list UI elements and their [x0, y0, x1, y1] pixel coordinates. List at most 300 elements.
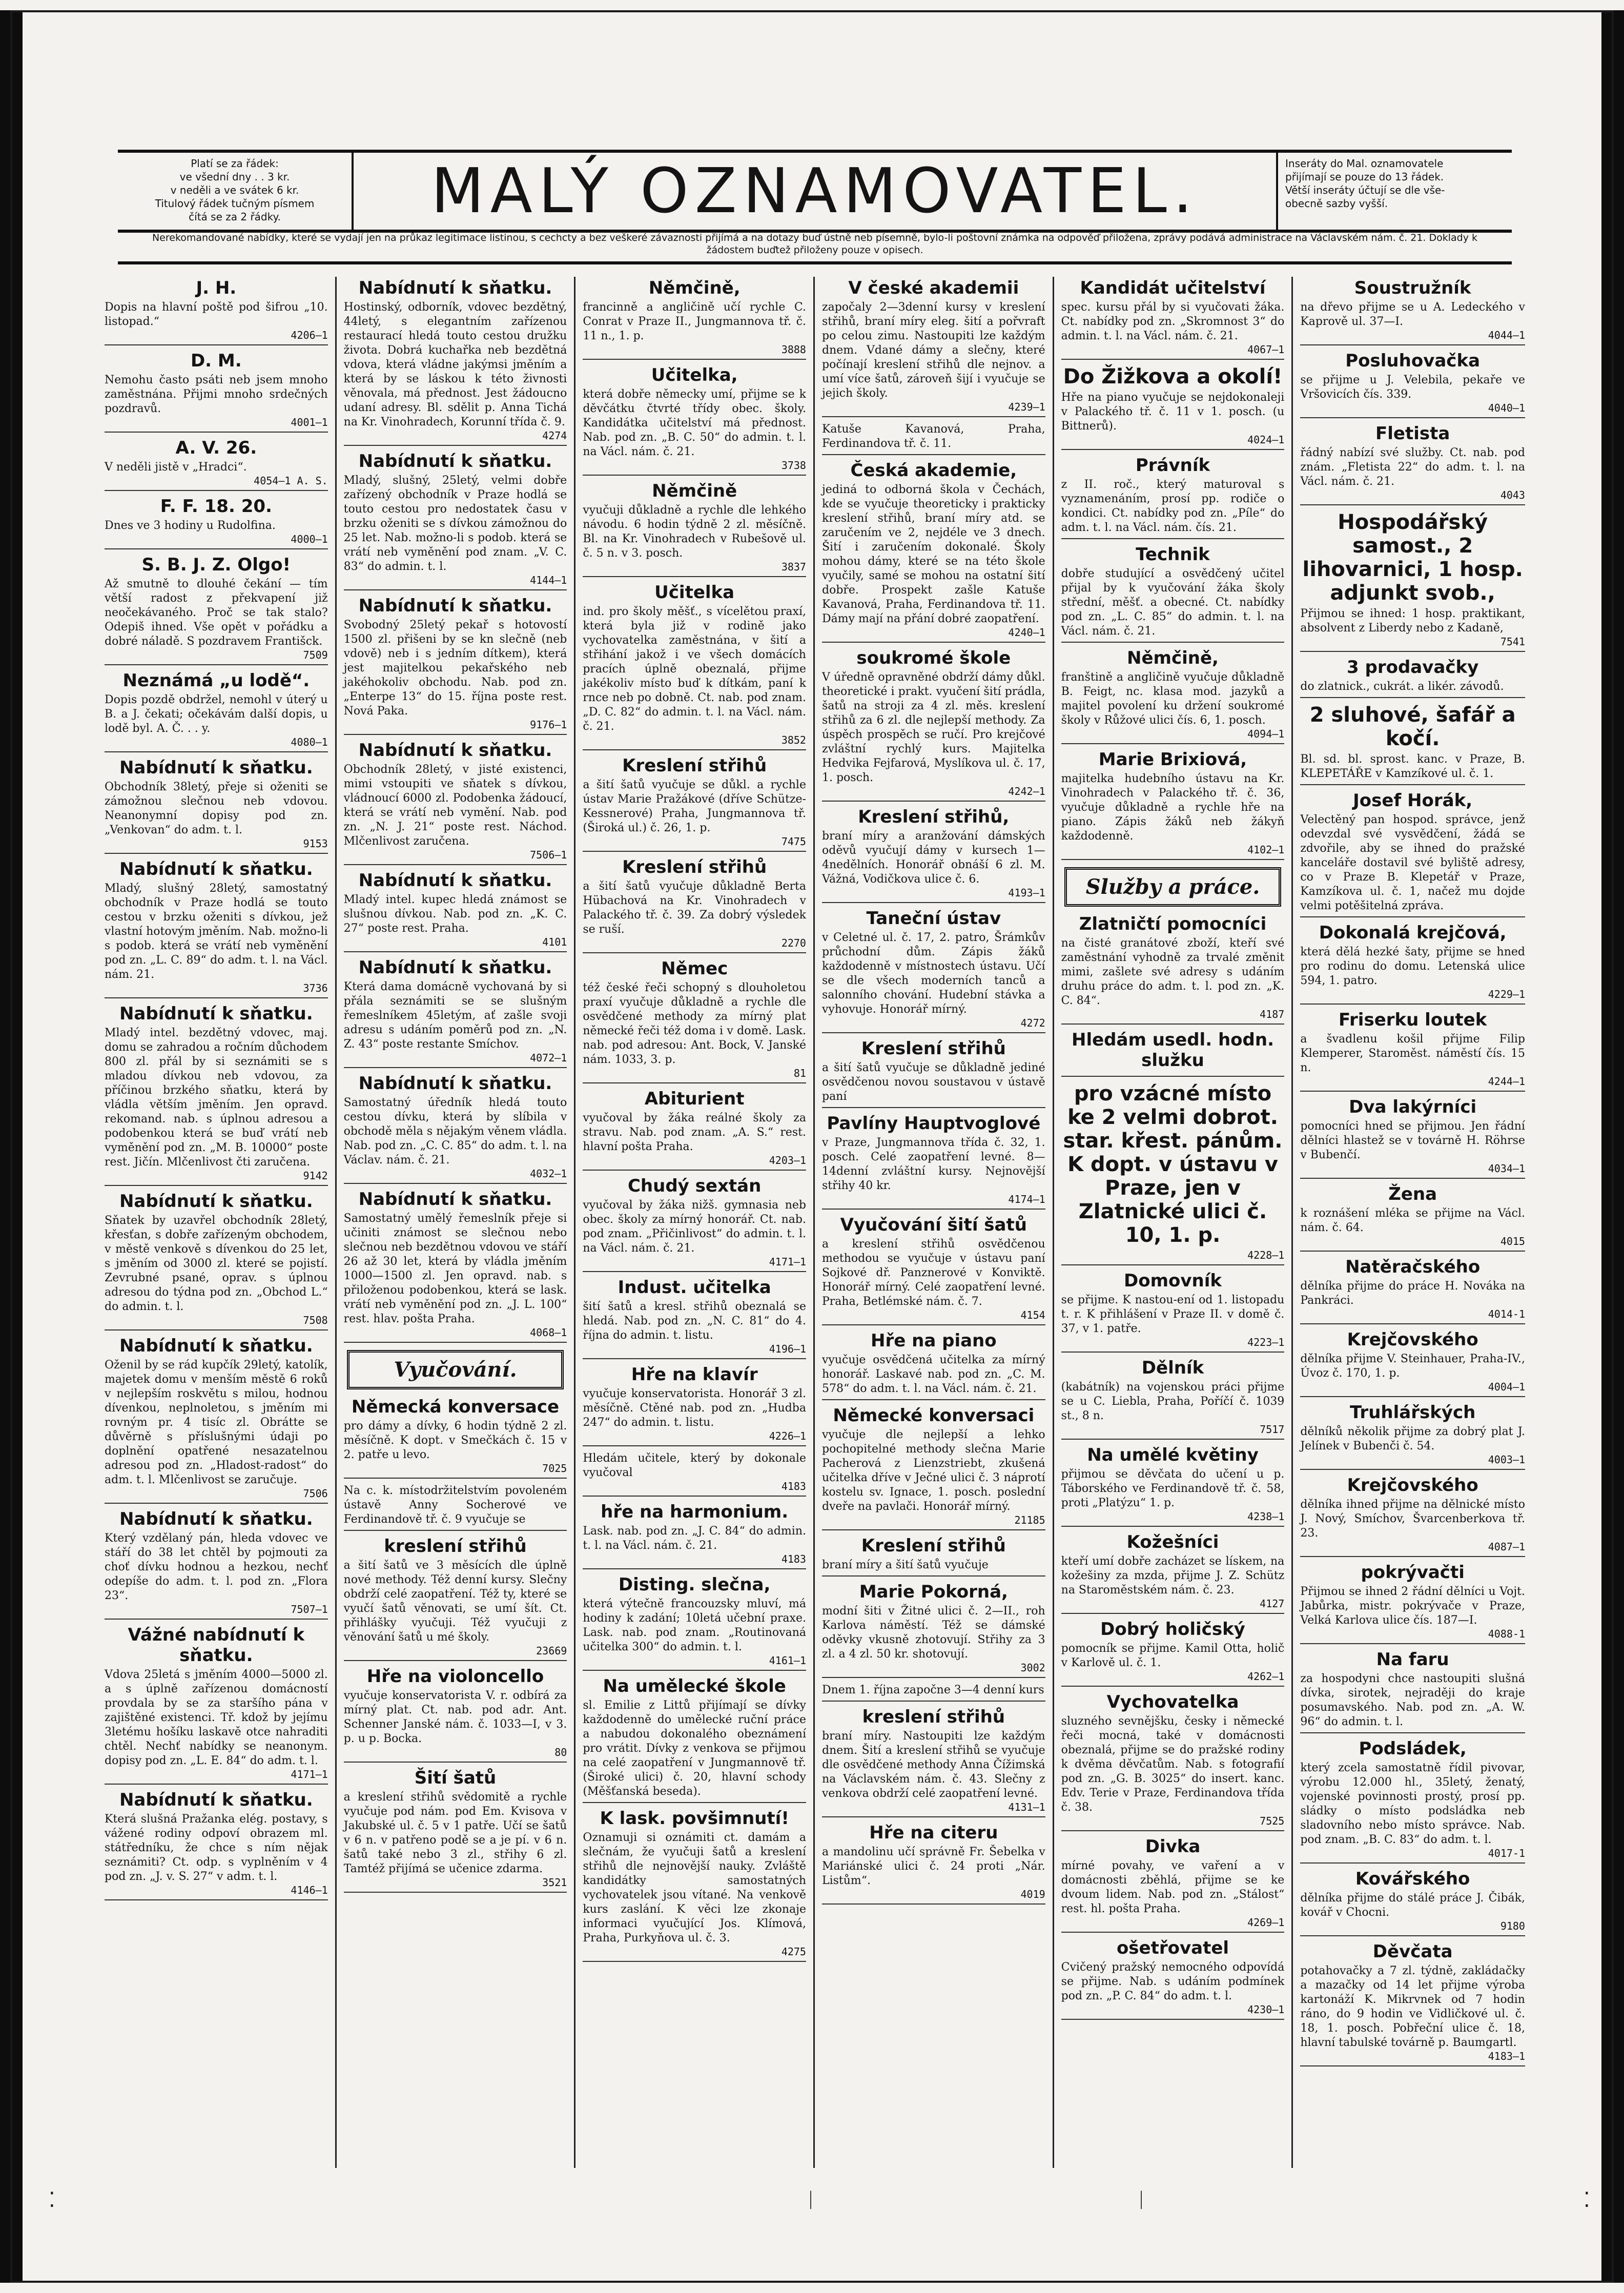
ad-text: vyučoval by žáka nižš. gymnasia neb obec. školy za mírný honorář. Ct. nab. pod znam. „Přičinlivost“ do admin. t. l. na Václ. nám. č. 21.	[583, 1199, 806, 1255]
rate-line: v neděli a ve svátek 6 kr.	[170, 184, 299, 196]
ad-heading: hře na harmonium.	[601, 1502, 789, 1522]
ad-text: (kabátník) na vojenskou práci přijme se u C. Liebla, Praha, Poříčí č. 1039 st., 8 n.	[1061, 1381, 1285, 1422]
ad-heading: Němčině	[652, 481, 737, 501]
ad-code: 4187	[1260, 1008, 1285, 1020]
classified-ad	[105, 859, 328, 998]
ad-heading: Kreslení střihů,	[858, 807, 1010, 827]
ad-code: 4228—1	[1247, 1249, 1285, 1261]
ad-code: 21185	[1014, 1514, 1045, 1526]
classified-ad	[583, 857, 806, 953]
classified-ad	[105, 670, 328, 752]
ad-text: potahovačky a 7 zl. týdně, zakládačky a mazačky od 14 let přijme výroba kartonáží K. Mikrvnek od 7 hodin ráno, do 9 hodin ve Vidličkové ul. č. 18, 1. posch. Pobřeční ulice č. 18, hlavní tabulské továrně p. Baumgartl.	[1300, 1964, 1525, 2049]
ad-text: šití šatů a kresl. střihů obeznalá se hledá. Nab. pod zn. „N. C. 81“ do 4. října do admin. t. listu.	[583, 1300, 806, 1342]
ad-text: Která slušná Pražanka elég. postavy, s vážené rodiny odpoví obrazem ml. státředníku, že chce s ním nějak seznámiti? Ct. odp. s vyplněním v 4 pod zn. „J. v. S. 27“ v adm. t. l.	[105, 1813, 328, 1883]
ad-heading: Dělník	[1141, 1358, 1204, 1378]
ad-heading: Krejčovského	[1347, 1329, 1478, 1350]
ad-heading: Nabídnutí k sňatku.	[119, 1509, 313, 1529]
ad-text: který zcela samostatně řídil pivovar, výrobu 12.000 hl., 35letý, ženatý, vojenské povinnosti prostý, prosí pp. sládky o místo podsládka neb sladovního nebo místo správce. Nab. pod znam. „B. C. 83“ do adm. t. l.	[1300, 1762, 1525, 1846]
ad-code: 4274	[542, 429, 567, 442]
ad-code: 4017-1	[1488, 1847, 1525, 1859]
insert-line: obecně sazby vyšší.	[1285, 197, 1388, 210]
ad-heading: Podsládek,	[1359, 1738, 1467, 1759]
classified-ad	[105, 757, 328, 854]
ad-heading: Hospodářský samost., 2 lihovarnici, 1 hosp. adjunkt svob.,	[1302, 510, 1523, 605]
ad-code: 23669	[536, 1645, 567, 1657]
column-1	[97, 277, 337, 2168]
classified-ad	[583, 365, 806, 476]
classified-ad	[583, 755, 806, 852]
classified-ad	[1061, 544, 1285, 643]
ad-code: 4272	[1020, 1017, 1045, 1029]
ad-text: vyučuje konservatorista. Honorář 3 zl. měsíčně. Ctěné nab. pod zn. „Hudba 247“ do admin. t. listu.	[583, 1387, 806, 1429]
ad-heading: Kreslení střihů	[622, 857, 767, 877]
ad-heading: Divka	[1145, 1836, 1201, 1857]
ad-heading: Němčině,	[648, 278, 741, 298]
ad-text: a mandolinu učí správně Fr. Šebelka v Mariánské ulici č. 24 proti „Nár. Listům“.	[821, 1846, 1045, 1887]
ad-text: a kreslení střihů svědomitě a rychle vyučuje pod nám. pod Em. Kvisova v Jakubské ul. č. 5 v 1 patře. Učí se šatů v 6 n. v patřeno podě se a je pí. v 6 n. šatů také nebo 3 zl., střihy 6 zl. Tamtéž přijímá se učenice zdarma.	[343, 1791, 567, 1875]
ad-heading: Taneční ústav	[866, 908, 1001, 929]
ad-heading: Učitelka	[654, 582, 735, 603]
classified-ad	[1300, 1475, 1525, 1557]
ad-heading: Kreslení střihů	[861, 1038, 1006, 1059]
classified-ad	[583, 278, 806, 360]
rate-line: čítá se za 2 řádky.	[189, 211, 281, 223]
classified-ad	[583, 958, 806, 1083]
ad-text: Která dama domácně vychovaná by si přála seznámiti se se slušným řemeslníkem 45letým, ať zašle svoji adresu s udáním poměrů pod zn. „N. Z. 43“ poste restante Smíchov.	[343, 980, 567, 1051]
ad-text: Dnem 1. října započne 3—4 denní kurs	[821, 1684, 1044, 1696]
ad-text: která dělá hezké šaty, přijme se hned pro rodinu do domu. Letenská ulice 594, 1. patro.	[1300, 946, 1525, 987]
rate-line: ve všední dny . . 3 kr.	[179, 171, 290, 183]
ad-heading: Děvčata	[1372, 1941, 1453, 1962]
ad-heading: Nabídnutí k sňatku.	[358, 1073, 552, 1094]
classified-ad	[822, 807, 1045, 903]
ad-text: vyučuje konservatorista V. r. odbírá za mírný plat. Ct. nab. pod adr. Ant. Schenner Janské nám. č. 1033—I, v 3. p. u p. Bocka.	[343, 1689, 567, 1745]
classified-ad	[344, 957, 567, 1068]
ad-heading: Dokonalá krejčová,	[1319, 923, 1507, 943]
ad-heading: Nabídnutí k sňatku.	[119, 1191, 313, 1212]
ad-text: vyučuje osvědčená učitelka za mírný honorář. Laskavé nab. pod zn. „C. M. 578“ do adm. t. l. na Václ. nám. č. 21.	[821, 1354, 1045, 1395]
ad-code: 4067—1	[1247, 343, 1285, 356]
ad-text: Přijmou se ihned: 1 hosp. praktikant, absolvent z Liberdy nebo z Kadaně,	[1300, 607, 1525, 634]
ad-heading: Marie Brixiová,	[1098, 749, 1247, 770]
column-4	[815, 277, 1054, 2168]
classified-ad	[1300, 1562, 1525, 1644]
ad-code: 7507—1	[291, 1603, 328, 1615]
insert-line: přijímají se pouze do 13 řádek.	[1285, 171, 1444, 183]
ad-code: 4032—1	[530, 1168, 567, 1180]
ad-text: na čisté granátové zboží, kteří své zaměstnání vyhodně za trvalé změnit mimi, zašlete své adresy s udáním druhu práce do adm. t. l. pod zn. „K. C. 84“.	[1061, 937, 1285, 1007]
scan-mark: ᛁ	[1135, 2188, 1147, 2212]
scan-marks	[0, 2188, 1624, 2219]
ad-text: Velectěný pan hospod. správce, jenž odevzdal své vysvědčení, žádá se zdvořile, aby se ihned do pražské kanceláře dostavil své byliště adresy, co v Praze B. Klepetář v Praze, Kamzíkova ul. č. 1, načež mu dojde velmi potěšitelná zpráva.	[1300, 813, 1525, 912]
classified-ad	[583, 1808, 806, 1962]
classified-ad	[1061, 1358, 1285, 1440]
ad-text: mírné povahy, ve vaření a v domácnosti zběhlá, přijme se ke dvoum lidem. Nab. pod zn. „Stálost“ rest. hl. pošta Praha.	[1061, 1859, 1285, 1915]
ad-text: pomocník se přijme. Kamil Otta, holič v Karlově ul. č. 1.	[1061, 1642, 1285, 1669]
ad-code: 4223—1	[1247, 1336, 1285, 1348]
ad-text: která dobře německy umí, přijme se k děvčátku čtvrté třídy obec. školy. Kandidátka učitelství má přednost. Nab. pod zn. „B. C. 50“ do admin. t. l. na Václ. nám. č. 21.	[583, 388, 806, 458]
scan-mark: ᛁ	[805, 2188, 817, 2212]
classified-ad	[1300, 1257, 1525, 1324]
ad-heading: Na umělé květiny	[1087, 1445, 1259, 1465]
ad-heading: Nabídnutí k sňatku.	[358, 451, 552, 472]
ad-code: 4144—1	[530, 574, 567, 586]
ad-code: 4014-1	[1488, 1308, 1525, 1320]
ad-heading: Kovářského	[1355, 1869, 1470, 1889]
classified-ad	[1061, 1532, 1285, 1614]
classified-ad	[344, 1768, 567, 1893]
classified-ad	[1300, 923, 1525, 1005]
ad-text: přijmou se děvčata do učení u p. Táborského ve Ferdinandově tř. č. 58, proti „Platýzu“ 1. p.	[1061, 1468, 1285, 1509]
ad-code: 4230—1	[1247, 2003, 1285, 2016]
ad-heading: Kreslení střihů	[861, 1536, 1006, 1556]
ad-code: 4196—1	[769, 1343, 806, 1355]
ad-text: braní míry a šití šatů vyučuje	[821, 1559, 989, 1571]
ad-heading: Česká akademie,	[850, 460, 1017, 481]
ad-heading: Pavlíny Hauptvoglové	[827, 1113, 1041, 1134]
classified-ad	[1300, 657, 1525, 698]
ad-heading: D. M.	[190, 351, 242, 371]
ad-code: 4040—1	[1488, 402, 1525, 414]
classified-ad	[105, 1004, 328, 1186]
ad-heading: Kreslení střihů	[622, 755, 767, 776]
classified-ad	[1300, 1184, 1525, 1252]
ad-code: 4183—1	[1488, 2050, 1525, 2062]
ad-code: 4087—1	[1488, 1541, 1525, 1553]
ad-heading: Disting. slečna,	[618, 1574, 771, 1595]
ad-heading: Josef Horák,	[1353, 790, 1473, 811]
ad-text: Cvičený pražský nemocného odpovídá se přijme. Nab. s udáním podmínek pod zn. „P. C. 84“ do adm. t. l.	[1061, 1961, 1285, 2002]
ad-heading: Kožešníci	[1126, 1532, 1219, 1552]
ad-text: pomocníci hned se přijmou. Jen řádní dělníci hlastež se v továrně H. Röhrse v Bubenčí.	[1300, 1120, 1525, 1161]
classified-ad	[822, 1582, 1045, 1678]
ad-heading: Německé konversaci	[833, 1405, 1035, 1426]
scan-mark: ⁚	[49, 2188, 55, 2212]
classified-ad	[1300, 703, 1525, 785]
ad-text: v Praze, Jungmannova třída č. 32, 1. posch. Celé zaopatření levné. 8—14denní zvláštní kursy. Nejnovější střihy 40 kr.	[821, 1136, 1045, 1192]
ad-text: se přijme. K nastou-ení od 1. listopadu t. r. K přihlášení v Praze II. v domě č. 37, v 1. patře.	[1061, 1294, 1285, 1335]
classified-ad	[344, 740, 567, 865]
classified-ad	[822, 1707, 1045, 1817]
column-2	[337, 277, 576, 2168]
ad-text: a kreslení střihů osvědčenou methodou se vyučuje v ústavu paní Sojkové dř. Panznerové v Konviktě. Honorář mírný. Celé zaopatření levné. Praha, Betlémské nám. č. 7.	[821, 1238, 1045, 1308]
ad-heading: kreslení střihů	[862, 1707, 1005, 1727]
ad-text: Nemohu často psáti neb jsem mnoho zaměstnána. Přijmi mnoho srdečných pozdravů.	[105, 374, 328, 415]
classified-ad	[105, 1336, 328, 1504]
ad-heading: pro vzácné místo ke 2 velmi dobrot. star. křest. pánům. K dopt. v ústavu v Praze, jen v Zlatnické ulici č. 10, 1. p.	[1063, 1082, 1283, 1247]
ad-code: 3521	[542, 1876, 567, 1889]
ad-code: 4019	[1020, 1888, 1045, 1900]
ad-text: Katuše Kavanová, Praha, Ferdinandova tř. č. 11.	[821, 423, 1045, 450]
ad-heading: Fletista	[1375, 423, 1450, 444]
classified-ad	[1061, 648, 1285, 744]
ad-text: Oženil by se rád kupčík 29letý, katolík, majetek domu v menším městě 6 roků v nejlepším roskvětu s milou, hodnou dívenkou, neplnoletou, s jměním mi rovným pr. 4 tisíc zl. Obrátte se důvěrně s příslušnými údaji po doplnění opatřené nesazatelnou adresou pod zn. „Hladost-radost“ do adm. t. l. Mlčenlivost se zaručuje.	[105, 1359, 328, 1486]
classified-ad	[344, 278, 567, 446]
scan-mark: ⁚	[1584, 2188, 1590, 2212]
ad-text: Který vzdělaný pán, hleda vdovec ve stáří do 38 let chtěl by pojmouti za choť dívku hodnou a hezkou, nechť odepíše do adm. t. l. pod zn. „Flora 23“.	[105, 1532, 328, 1602]
ad-code: 4001—1	[291, 416, 328, 428]
ad-text: Dopis pozdě obdržel, nemohl v úterý u B. a J. čekati; očekávám další dopis, u lodě byl. A. Č. . . y.	[105, 693, 328, 735]
classified-ad	[1061, 1271, 1285, 1353]
classified-ad	[344, 870, 567, 952]
ad-code: 4154	[1020, 1309, 1045, 1321]
ad-code: 3002	[1020, 1662, 1045, 1674]
ad-heading: J. H.	[196, 278, 237, 298]
ad-text: Až smutně to dlouhé čekání — tím větší radost z překvapení již neočekávaného. Proč se tak stalo? Odepiš ihned. Vše opět v pořádku a dobré náladě. S pozdravem Františck.	[105, 578, 328, 648]
ad-code: 3738	[781, 459, 806, 472]
ad-text: a šití šatů vyučuje se důkladně jediné osvědčenou novou soustavou v ústavě paní	[821, 1061, 1045, 1103]
ad-code: 3852	[781, 734, 806, 746]
ad-heading: Němec	[661, 958, 728, 979]
classified-ad	[1300, 351, 1525, 418]
ad-heading: Nabídnutí k sňatku.	[358, 957, 552, 978]
ad-code: 7506—1	[530, 849, 567, 861]
ad-heading: Učitelka,	[651, 365, 738, 385]
masthead-note: Nerekomandované nabídky, které se vydají jen na průkaz legitimace listinou, s cechcty a bez veškeré závaznosti přijímá a na dotazy buď ústně neb písemně, bylo-li poštovní známka na odpověď přiložena, zprávy podává administrace na Václavském nám. č. 21. Doklady k žádostem buďtež přiloženy pouze v opisech.	[152, 232, 1478, 256]
ad-text: a šití šatů vyučuje se důkl. a rychle ústav Marie Pražákové (dříve Schütze-Kessnerové) Praha, Jungmannova tř. (Široká ul.) č. 26, 1. p.	[583, 779, 806, 834]
classified-ad	[822, 460, 1045, 643]
ad-code: 4146—1	[291, 1884, 328, 1896]
classified-ad	[1061, 1619, 1285, 1687]
rate-info	[118, 153, 354, 230]
ad-text: dělníka ihned přijme na dělnické místo J. Nový, Smíchov, Švarcenberkova tř. 23.	[1300, 1498, 1525, 1540]
classified-ad	[344, 1189, 567, 1343]
ad-code: 4054—1 A. S.	[254, 475, 328, 487]
ad-text: Oznamuji si oznámiti ct. damám a slečnám, že vyučuji šatů a kreslení střihů dle nejnovější nauky. Zvláště kandidátky samostatných vychovatelek jsou vítané. Na venkově kurs zaslání. K věci lze zkonaje informaci vyučující Jos. Klímová, Praha, Purkyňova ul. č. 3.	[583, 1831, 806, 1944]
ad-code: 4206—1	[291, 329, 328, 341]
ad-text: Hostinský, odborník, vdovec bezdětný, 44letý, s elegantním zařízenou restaurací hledá touto cestou družku života. Dobrá kuchařka neb bezdětná vdova, která vládne jakýmsi jměním a která by se láskou k této živnosti věnovala, má přednost. Jest žádoucno udaní adresy. Bl. sdělit p. Anna Tichá na Kr. Vinohradech, Korunní třída č. 9.	[343, 301, 567, 428]
classified-ad	[1061, 1692, 1285, 1831]
classified-ad	[822, 278, 1045, 417]
classified-ad	[1300, 1738, 1525, 1864]
classified-ad	[1061, 1836, 1285, 1933]
ad-text: k roznášení mléka se přijme na Václ. nám. č. 64.	[1300, 1207, 1525, 1234]
ad-heading: Dobrý holičský	[1100, 1619, 1245, 1640]
ad-text: franštině a angličině vyučuje důkladně B. Feigt, nc. klasa mod. jazyků a majitel povolení ku držení soukromé školy v Růžové ulici čís. 6, 1. posch.	[1061, 671, 1285, 727]
ad-heading: A. V. 26.	[175, 438, 257, 458]
insert-line: Inseráty do Mal. oznamovatele	[1285, 157, 1444, 170]
ad-code: 7475	[781, 835, 806, 848]
ad-code: 4044—1	[1488, 329, 1525, 341]
insert-info	[1276, 153, 1512, 230]
classified-ad	[583, 582, 806, 750]
ad-heading: V české akademii	[848, 278, 1019, 298]
ad-heading: Vyučování šití šatů	[840, 1215, 1027, 1235]
ad-text: v Celetné ul. č. 17, 2. patro, Šrámkův průchodní dům. Zápis žáků každodenně v místnostech ústavu. Učí se dle všech moderních tanců a salonního chování. Hudební stávka a vyhovuje. Honorář mírný.	[821, 931, 1045, 1016]
classified-ad	[1300, 1097, 1525, 1179]
classified-ad	[105, 496, 328, 549]
ad-heading: Na faru	[1376, 1649, 1449, 1670]
ad-code: 4229—1	[1488, 988, 1525, 1000]
ad-text: sl. Emilie z Littů přijímají se dívky každodenně do umělecké ruční práce a nabudou dokonalého obeznámení pro vrátit. Dívky z venkova se přijmou na celé zaopatření v Jungmannově tř. (Široké ulici) č. 20, hlavní schody (Měšťanská beseda).	[583, 1699, 806, 1798]
ad-text: Bl. sd. bl. sprost. kanc. v Praze, B. KLEPETÁŘE v Kamzíkové ul. č. 1.	[1300, 753, 1525, 780]
newspaper-section-title: MALÝ OZNAMOVATEL.	[431, 155, 1199, 227]
ad-code: 4240—1	[1008, 626, 1045, 639]
ad-text: majitelka hudebního ústavu na Kr. Vinohradech v Palackého tř. č. 36, vyučuje důkladně a rychle hře na piano. Zápis žáků neb žákyň každodenně.	[1061, 772, 1285, 843]
ad-code: 7541	[1500, 636, 1525, 648]
classified-ad	[822, 1683, 1045, 1702]
ad-heading: Marie Pokorná,	[859, 1582, 1008, 1602]
ad-heading: Nabídnutí k sňatku.	[119, 757, 313, 778]
ad-heading: Šití šatů	[414, 1768, 497, 1788]
ad-code: 4193—1	[1008, 887, 1045, 899]
ad-heading: Hře na piano	[871, 1330, 997, 1351]
ad-code: 9176—1	[530, 719, 567, 731]
classified-ad	[105, 1191, 328, 1330]
ad-heading: Nabídnutí k sňatku.	[119, 1004, 313, 1024]
ad-code: 9142	[303, 1170, 328, 1182]
ad-code: 7517	[1260, 1423, 1285, 1436]
ad-text: dobře studující a osvědčený učitel přijal by k vyučování žáka školy střední, měšť. a obecné. Ct. nabídky pod zn. „L. C. 85“ do admin. t. l. na Václ. nám. č. 21.	[1061, 567, 1285, 638]
ad-code: 7509	[303, 649, 328, 661]
ad-code: 7525	[1260, 1815, 1285, 1827]
classified-ad	[1300, 1329, 1525, 1397]
ad-code: 3736	[303, 982, 328, 994]
ad-heading: Kandidát učitelství	[1080, 278, 1266, 298]
ad-code: 9153	[303, 837, 328, 850]
classified-ad	[1061, 1445, 1285, 1527]
classified-ad	[1061, 278, 1285, 360]
ad-heading: Dva lakýrníci	[1349, 1097, 1477, 1117]
ad-text: Lask. nab. pod zn. „J. C. 84“ do admin. t. l. na Václ. nám. č. 21.	[583, 1525, 806, 1552]
column-5	[1054, 277, 1293, 2168]
ad-heading: Krejčovského	[1347, 1475, 1478, 1496]
ad-heading: Hledám usedl. hodn. služku	[1072, 1030, 1274, 1071]
section-heading: Služby a práce.	[1064, 867, 1282, 907]
classified-ad	[344, 451, 567, 590]
column-3	[575, 277, 815, 2168]
ad-text: Obchodník 38letý, přeje si oženiti se zámožnou slečnou neb vdovou. Neanonymní dopisy pod zn. „Venkovan“ do adm. t. l.	[105, 781, 328, 836]
ad-code: 4000—1	[291, 533, 328, 545]
ad-code: 4015	[1500, 1235, 1525, 1247]
classified-ad	[1300, 423, 1525, 505]
classified-ad	[105, 555, 328, 665]
ad-code: 4024—1	[1247, 434, 1285, 446]
ad-heading: S. B. J. Z. Olgo!	[141, 555, 291, 575]
ad-heading: Žena	[1388, 1184, 1437, 1204]
ad-text: Dnes ve 3 hodiny u Rudolfina.	[105, 519, 276, 532]
ad-text: z II. roč., který maturoval s vyznamenáním, prosí pp. rodiče o kondici. Ct. nabídky pod zn. „Píle“ do adm. t. l. na Václ. nám. čís. 21.	[1061, 478, 1285, 534]
ad-heading: Technik	[1136, 544, 1210, 565]
ad-heading: Abiturient	[644, 1089, 745, 1109]
classified-ad	[822, 648, 1045, 802]
classified-ad	[822, 1038, 1045, 1108]
ad-heading: Nabídnutí k sňatku.	[119, 1790, 313, 1810]
classified-ad	[822, 1536, 1045, 1577]
ad-text: Mladý, slušný, 25letý, velmi dobře zařízený obchodník v Praze hodlá se touto cestou pro nedostatek času v brzku oženiti se s dívkou zámožnou do 25 let. Nab. možno-li s podob. která se vrátí neb vyměnění pod znam. „V. C. 83“ do admin. t. l.	[343, 474, 567, 573]
classified-ad	[1300, 1010, 1525, 1092]
classified-ad	[1061, 1030, 1285, 1077]
ad-text: Hře na piano vyučuje se nejdokonaleji v Palackého tř. č. 11 v 1. posch. (u Bittnerů).	[1061, 391, 1285, 433]
ad-text: vyučoval by žáka reálné školy za stravu. Nab. pod znam. „A. S.“ rest. hlavní pošta Praha.	[583, 1112, 806, 1153]
ad-heading: ošetřovatel	[1116, 1938, 1229, 1958]
classified-ad	[105, 278, 328, 345]
ad-text: Mladý intel. bezdětný vdovec, maj. domu se zahradou a ročním důchodem 800 zl. přál by si seznámiti se s mladou dívkou neb vdovou, za příčinou brzkého sňatku, která by vládla větším jměním. Jen opravd. rekomand. nab. s úplnou adresou a podobenkou která se buď vrátí neb vyměnění pod zn. „M. B. 10000“ poste rest. Jičín. Mlčenlivost čti zaručena.	[105, 1027, 328, 1169]
classified-ad	[1300, 790, 1525, 917]
ad-code: 4226—1	[769, 1430, 806, 1442]
classified-ad	[822, 1113, 1045, 1210]
ad-heading: Neznámá „u lodě“.	[122, 670, 310, 691]
ad-code: 4004—1	[1488, 1381, 1525, 1393]
insert-line: Větší inseráty účtují se dle vše-	[1285, 184, 1445, 196]
ad-heading: Indust. učitelka	[618, 1277, 771, 1298]
ad-text: Svobodný 25letý pekař s hotovostí 1500 zl. přišeni by se kn slečně (neb vdově) neb i s jedním dítkem), která jest majitelkou pekařského neb jakéhokoliv obchodu. Nab. pod zn. „Enterpe 13“ do 15. října poste rest. Nová Paka.	[343, 619, 567, 718]
classified-ad	[583, 1451, 806, 1497]
ad-text: a šití šatů vyučuje důkladně Berta Hübachová na Kr. Vinohradech v Palackého tř. č. 39. Za dobrý výsledek se ruší.	[583, 880, 806, 936]
classified-ad	[583, 1502, 806, 1569]
ad-text: Mladý intel. kupec hledá známost se slušnou dívkou. Nab. pod zn. „K. C. 27“ poste rest. Praha.	[343, 893, 567, 935]
ad-code: 80	[554, 1746, 567, 1758]
ad-text: jediná to odborná škola v Čechách, kde se vyučuje theoreticky i prakticky kreslení střihů, braní míry atd. se zaručením ve 2, nejdéle ve 3 dnech. Šití i zaručením dokonalé. Školy mohou dámy, které se na této škole vyučily, samé se mohou na ostatní šití dobře. Prospekt zašle Katuše Kavanová, Praha, Ferdinandova tř. 11. Dámy mají na přání dobré zaopatření.	[821, 483, 1045, 625]
classified-ad	[1061, 455, 1285, 539]
ad-text: modní šiti v Žitné ulici č. 2—II., roh Karlova náměstí. Též se dámské oděvky vkusně zhotovují. Střihy za 3 zl. a 4 zl. 50 kr. shotovují.	[821, 1605, 1045, 1661]
ad-text: Sňatek by uzavřel obchodník 28letý, křesťan, s dobře zařízeným obchodem, v městě venkově s dívenkou do 25 let, s jměním od 3000 zl. které se pojistí. Zevrubné psané, oprav. s úplnou adresou do týdna pod zn. „Obchod L.“ do admin. t. l.	[105, 1214, 328, 1313]
classified-ad	[583, 1676, 806, 1803]
classified-ad	[344, 1073, 567, 1184]
classified-ad	[1061, 914, 1285, 1025]
ad-text: Hledám učitele, který by dokonale vyučoval	[583, 1452, 806, 1479]
classified-ad	[1300, 1941, 1525, 2066]
ad-text: braní míry a aranžování dámských oděvů vyučují dámy v kursech 1—4nedělních. Honorář obnáší 6 zl. M. Vážná, Vodičkova ulice č. 6.	[821, 830, 1045, 886]
ad-heading: Nabídnutí k sňatku.	[119, 1336, 313, 1356]
ad-code: 4127	[1260, 1598, 1285, 1610]
ad-text: vyučuje dle nejlepší a lehko pochopitelné methody slečna Marie Pacherová z Lienzstriebt, zkušená učitelka dříve v Ječné ulici č. 3 náprotí kostelu sv. Ignace, 1. posch. poslední dveře na pavlači. Honorář mírný.	[821, 1428, 1045, 1513]
classified-ad	[105, 1625, 328, 1785]
ad-code: 4242—1	[1008, 785, 1045, 797]
ad-heading: Hře na citeru	[869, 1823, 998, 1843]
ad-heading: Hře na violoncello	[366, 1666, 544, 1687]
ad-code: 4244—1	[1488, 1075, 1525, 1088]
ad-heading: Domovník	[1123, 1271, 1222, 1291]
ad-heading: Na umělecké škole	[603, 1676, 786, 1696]
classified-ad	[583, 1089, 806, 1171]
classified-ad	[344, 596, 567, 735]
ad-code: 4072—1	[530, 1052, 567, 1064]
ad-text: Přijmou se ihned 2 řádní dělníci u Vojt. Jabůrka, mistr. pokrývače v Praze, Velká Karlova ulice čís. 187—I.	[1300, 1585, 1525, 1627]
ad-text: na dřevo přijme se u A. Ledeckého v Kaprově ul. 37—I.	[1300, 301, 1525, 328]
classified-ad	[344, 1536, 567, 1661]
ad-code: 9180	[1500, 1920, 1525, 1932]
ad-text: též české řeči schopný s dlouholetou praxí vyučuje důkladně a rychle dle osvědčené methody za mírný plat německé řeči též doma i v domě. Lask. nab. pod adresou: Ant. Bock, V. Janské nám. 1033, 3. p.	[583, 981, 806, 1066]
classified-ad	[583, 1574, 806, 1671]
ad-text: do zlatnick., cukrát. a likér. závodů.	[1300, 680, 1504, 693]
classified-ad	[1061, 749, 1285, 860]
ad-heading: Vážné nabídnutí k sňatku.	[128, 1625, 305, 1666]
ad-code: 4183	[781, 1553, 806, 1565]
ad-code: 4262—1	[1247, 1670, 1285, 1683]
ad-text: a šití šatů ve 3 měsících dle úplně nové methody. Též denní kursy. Slečny obdrží celé zaopatření. Též ty, které se vyučí šatů věnovati, se umí šít. Ct. přihlášky vyučuji. Též vyučuji z věnování šatů u mé školy.	[343, 1559, 567, 1644]
ad-code: 4088-1	[1488, 1628, 1525, 1640]
ad-code: 4003—1	[1488, 1453, 1525, 1466]
ad-code: 7508	[303, 1314, 328, 1326]
ad-text: dělníka přijme V. Steinhauer, Praha-IV., Úvoz č. 170, 1. p.	[1300, 1353, 1525, 1380]
ad-heading: Nabídnutí k sňatku.	[119, 859, 313, 879]
ad-code: 4275	[781, 1946, 806, 1958]
ad-code: 7025	[542, 1462, 567, 1475]
ad-code: 4183	[781, 1480, 806, 1492]
section-heading: Vyučování.	[347, 1350, 564, 1389]
ad-code: 4239—1	[1008, 401, 1045, 413]
ad-text: ind. pro školy měšť., s vícelětou praxí, která byla již v rodině jako vychovatelka zaměstnána, v šití a střihání jakož i ve všech domácích pracích úplně obeznalá, přijme jakékoliv místo buď k dítkám, paní k rnce neb po dobně. Ct. nab. pod znam. „D. C. 82“ do admin. t. l. na Václ. nám. č. 21.	[583, 605, 806, 733]
classified-ad	[1061, 365, 1285, 450]
classified-ad	[105, 1509, 328, 1620]
divider-rule	[118, 261, 1512, 264]
ad-code: 4203—1	[769, 1154, 806, 1166]
ad-code: 4068—1	[530, 1326, 567, 1339]
ad-heading: Němčině,	[1127, 648, 1219, 668]
ad-text: která výtečně francouzsky mluví, má hodiny k zadání; 10letá učební praxe. Lask. nab. pod znam. „Routinovaná učitelka 300“ do admin. t. l.	[583, 1598, 806, 1653]
classified-ad	[1061, 1938, 1285, 2020]
